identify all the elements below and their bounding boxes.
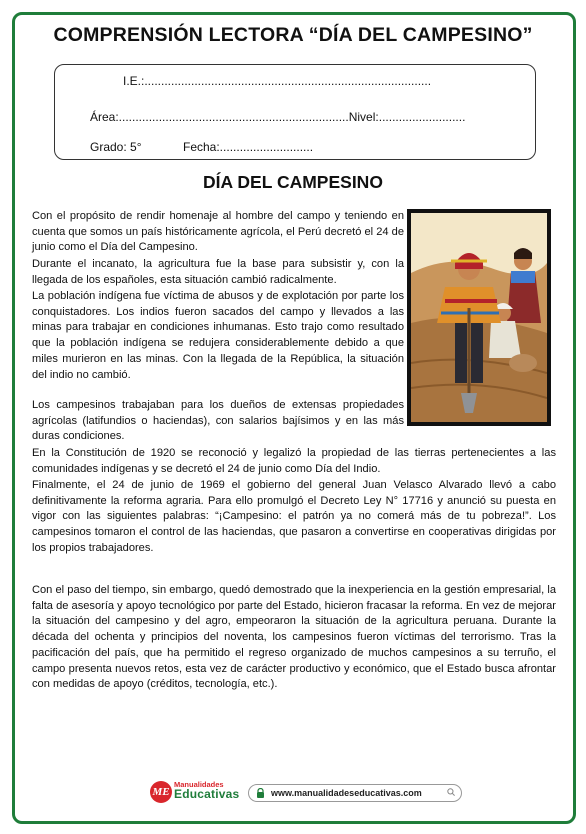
grado-field: Grado: 5°	[90, 140, 142, 154]
article-title: DÍA DEL CAMPESINO	[203, 172, 383, 192]
lock-icon	[256, 788, 265, 798]
website-url: www.manualidadeseducativas.com	[271, 788, 422, 798]
search-icon	[447, 788, 455, 796]
paragraph-7: Con el paso del tiempo, sin embargo, quedó demostrado que la inexperiencia en la gestión empresarial, la falta de asesoría y apoyo tecnológico por parte del Estado, hicieron fracasar la reforma. En vez de mejorar la situación del campesino y del agro, empeoraron la situación de la agricultura peruana. Durante la década del ochenta y principios del noventa, los campesinos fueron víctimas del terrorismo. Tras la pacificación del país, que ha permitido el regreso organizado de muchos campesinos a su terruño, el campo presenta nuevos retos, esta vez de carácter productivo y económico, que el Estado busca afrontar con medidas de apoyo (créditos, tecnología, etc.).	[32, 584, 556, 691]
paragraph-1: Con el propósito de rendir homenaje al hombre del campo y teniendo en cuenta que somos un país históricamente agrícola, el Perú decretó el 24 de junio como el Día del Campesino.	[32, 210, 404, 254]
paragraph-4: Los campesinos trabajaban para los dueños de extensas propiedades agrícolas (latifundios o haciendas), con salarios bajísimos y en las más duras condiciones.	[32, 399, 404, 443]
paragraph-2: Durante el incanato, la agricultura fue la base para subsistir y, con la llegada de los españoles, esta situación cambió radicalmente.	[32, 258, 404, 286]
brand-name-bottom: Educativas	[174, 787, 240, 801]
farmers-picture	[411, 213, 547, 422]
area-nivel-field: Área:.....................................................................Nivel:..........................	[90, 110, 466, 124]
worksheet-title: COMPRENSIÓN LECTORA “DÍA DEL CAMPESINO”	[53, 24, 533, 46]
website-link[interactable]	[248, 784, 462, 802]
paragraph-6: Finalmente, el 24 de junio de 1969 el gobierno del general Juan Velasco Alvarado llevó a cabo definitivamente la reforma agraria. Para ello promulgó el Decreto Ley N° 17716 y anunció su puesta en vigor con las siguientes palabras: “¡Campesino: el patrón ya no comerá más de tu pobreza!”. Los campesinos tomaron el control de las haciendas, que pasaron a convertirse en cooperativas dirigidas por los propios trabajadores.	[32, 479, 556, 554]
brand-logo-icon: ME	[150, 781, 172, 803]
student-info-box	[54, 64, 536, 160]
paragraph-5: En la Constitución de 1920 se reconoció y legalizó la propiedad de las tierras pertenecientes a las comunidades indígenas y se decretó el 24 de junio como Día del Indio.	[32, 447, 556, 475]
campesino-illustration	[407, 209, 551, 426]
brand-name-top: Manualidades	[174, 780, 224, 789]
paragraph-3: La población indígena fue víctima de abusos y de explotación por parte los conquistadores. Los indios fueron sacados del campo y llevados a las minas para trabajar en condiciones inhumanas. Esto trajo como resultado que la población indígena se redujera considerablemente debido a que miles murieron en las minas. Con la llegada de la República, la situación del indio no cambió.	[32, 290, 404, 381]
fecha-field: Fecha:............................	[183, 140, 314, 154]
ie-field: I.E.:......................................................................................	[123, 74, 432, 88]
footer	[150, 780, 470, 806]
